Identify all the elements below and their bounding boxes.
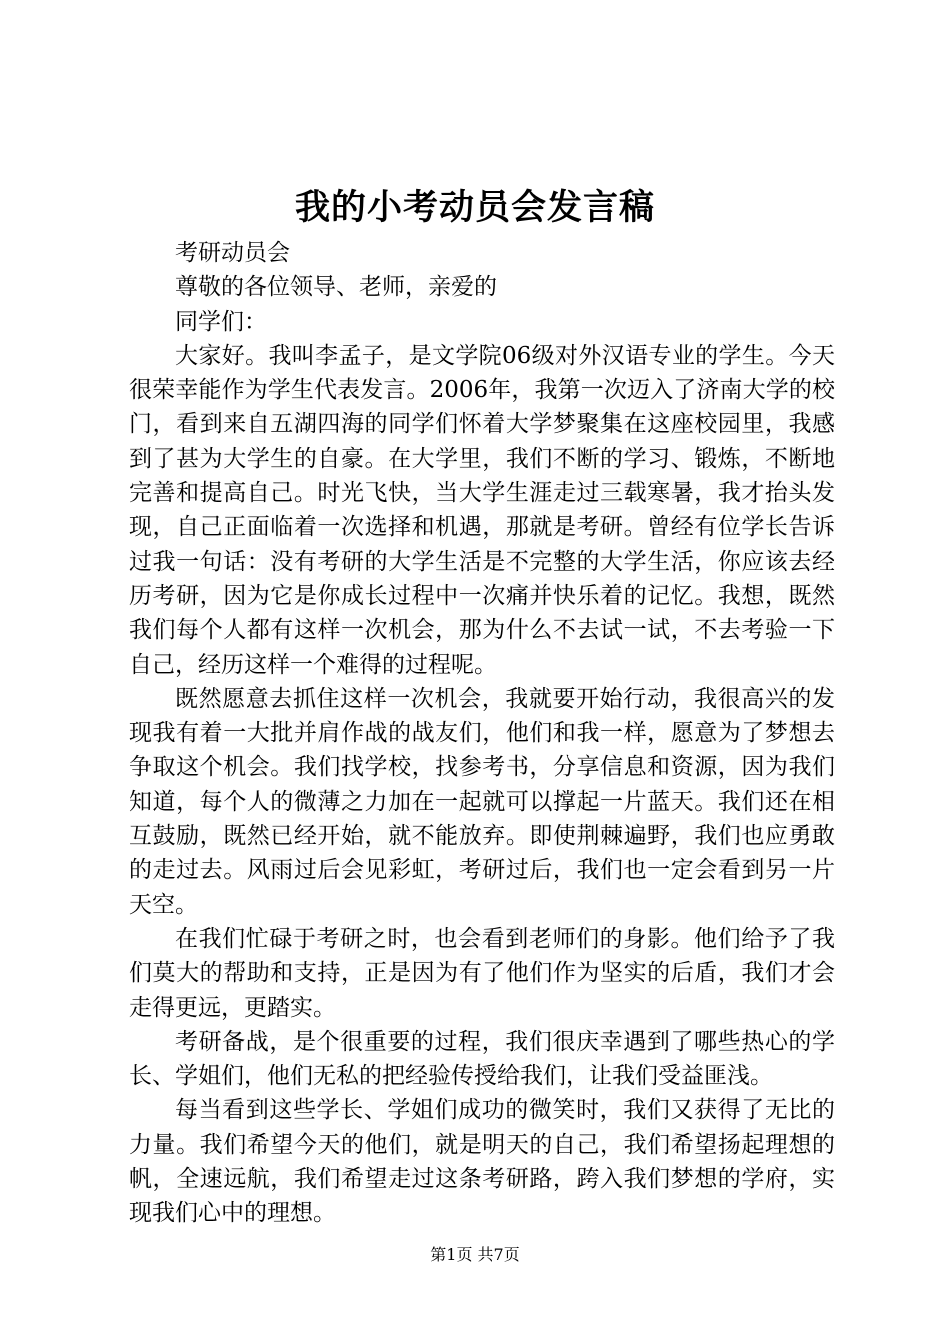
paragraph: 既然愿意去抓住这样一次机会，我就要开始行动，我很高兴的发现我有着一大批并肩作战的战友们，他们和我一样，愿意为了梦想去争取这个机会。我们找学校，找参考书，分享信息和资源，因为我们知道，每个人的微薄之力加在一起就可以撑起一片蓝天。我们还在相互鼓励，既然已经开始，就不能放弃。即使荆棘遍野，我们也应勇敢的走过去。风雨过后会见彩虹，考研过后，我们也一定会看到另一片天空。 [129, 685, 835, 918]
paragraph: 每当看到这些学长、学姐们成功的微笑时，我们又获得了无比的力量。我们希望今天的他们，就是明天的自己，我们希望扬起理想的帆，全速远航，我们希望走过这条考研路，跨入我们梦想的学府，实现我们心中的理想。 [129, 1097, 835, 1227]
document-body [129, 236, 835, 1231]
document-title: 我的小考动员会发言稿 [294, 187, 655, 228]
page-indicator: 第1页 共7页 [430, 1245, 520, 1264]
paragraph-salutation: 尊敬的各位领导、老师，亲爱的 [175, 274, 497, 301]
paragraph: 考研备战，是个很重要的过程，我们很庆幸遇到了哪些热心的学长、学姐们，他们无私的把经验传授给我们，让我们受益匪浅。 [129, 1028, 835, 1090]
paragraph-heading: 考研动员会 [175, 240, 290, 266]
paragraph-salutation-cont: 同学们： [175, 308, 267, 335]
paragraph: 在我们忙碌于考研之时，也会看到老师们的身影。他们给予了我们莫大的帮助和支持，正是因为有了他们作为坚实的后盾，我们才会走得更远，更踏实。 [129, 925, 835, 1021]
paragraph: 大家好。我叫李孟子，是文学院06级对外汉语专业的学生。今天很荣幸能作为学生代表发言。2006年，我第一次迈入了济南大学的校门，看到来自五湖四海的同学们怀着大学梦聚集在这座校园里，我感到了甚为大学生的自豪。在大学里，我们不断的学习、锻炼，不断地完善和提高自己。时光飞快，当大学生涯走过三载寒暑，我才抬头发现，自己正面临着一次选择和机遇，那就是考研。曾经有位学长告诉过我一句话：没有考研的大学生活是不完整的大学生活，你应该去经历考研，因为它是你成长过程中一次痛并快乐着的记忆。我想，既然我们每个人都有这样一次机会，那为什么不去试一试，不去考验一下自己，经历这样一个难得的过程呢。 [129, 342, 835, 678]
